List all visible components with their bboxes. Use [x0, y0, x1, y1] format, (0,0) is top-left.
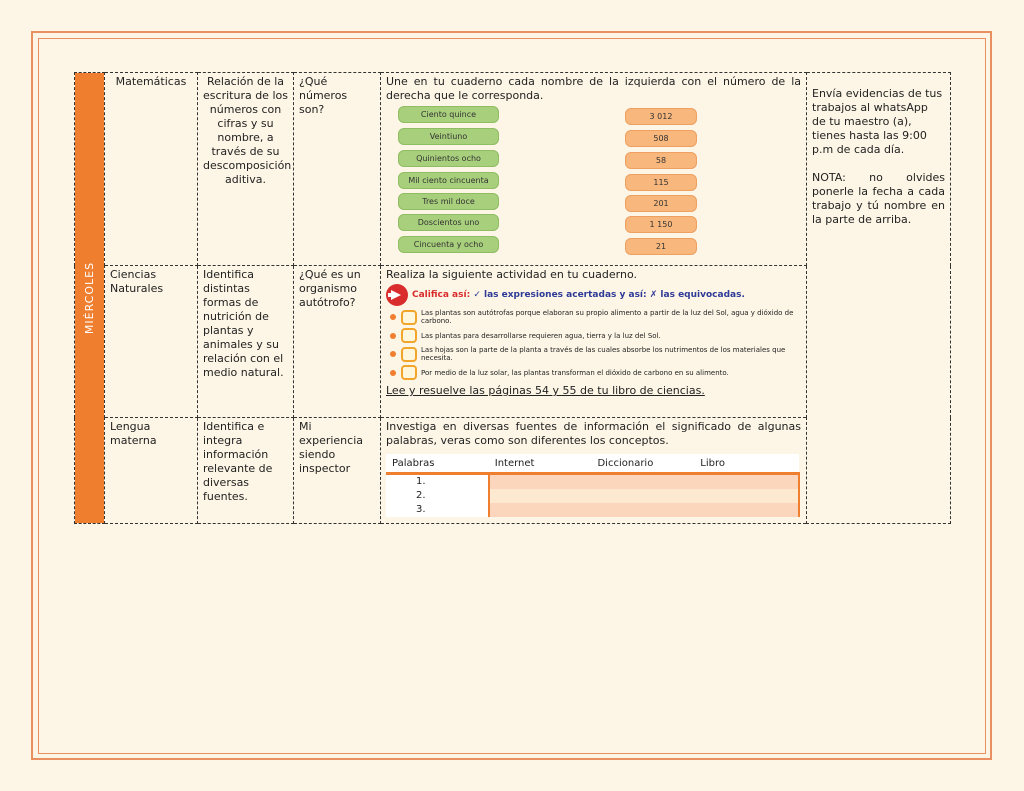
- bullet-icon: [390, 351, 396, 357]
- number-pill: 21: [625, 238, 697, 255]
- words-table-header: [386, 454, 799, 474]
- number-pill: 508: [625, 130, 697, 147]
- statement-item: Las plantas para desarrollarse requieren agua, tierra y la luz del Sol.: [390, 328, 801, 343]
- day-label: MIÉRCOLES: [82, 261, 96, 335]
- calif-rest: ✓ las expresiones acertadas y así: ✗ las equivocadas.: [473, 290, 745, 300]
- activity-footer: Lee y resuelve las páginas 54 y 55 de tu libro de ciencias.: [386, 384, 705, 397]
- activity-cell: [381, 418, 807, 524]
- day-column: [75, 73, 105, 524]
- answer-cell: [489, 474, 799, 490]
- number-pill: 58: [625, 152, 697, 169]
- arrow-icon: [386, 284, 408, 306]
- name-pill: Doscientos uno: [398, 214, 499, 231]
- header-cell: Palabras: [386, 454, 489, 474]
- topic-cell: ¿Qué números son?: [294, 73, 381, 266]
- table-row: 2.: [386, 489, 799, 503]
- activity-instructions: Investiga en diversas fuentes de información el significado de algunas palabras, veras como son diferentes los conceptos.: [386, 420, 801, 447]
- row-matematicas: [75, 73, 951, 266]
- words-table: [386, 454, 800, 517]
- activity-instructions: Une en tu cuaderno cada nombre de la izquierda con el número de la derecha que le corresponda.: [386, 75, 801, 102]
- subject-cell: Ciencias Naturales: [105, 266, 198, 418]
- subject-cell: Matemáticas: [105, 73, 198, 266]
- bullet-icon: [390, 370, 396, 376]
- grading-instructions: [386, 284, 801, 306]
- number-pill: 201: [625, 195, 697, 212]
- name-pill: Mil ciento cincuenta: [398, 172, 499, 189]
- header-cell: Internet: [489, 454, 592, 474]
- activity-cell: [381, 266, 807, 418]
- answer-cell: [489, 503, 799, 517]
- number-pill: 115: [625, 174, 697, 191]
- table-row: 1.: [386, 474, 799, 490]
- topic-cell: ¿Qué es un organismo autótrofo?: [294, 266, 381, 418]
- evidence-note: Envía evidencias de tus trabajos al whatsApp de tu maestro (a), tienes hasta las 9:00 p.m de cada día.: [812, 87, 943, 156]
- statement-item: Las plantas son autótrofas porque elaboran su propio alimento a partir de la luz del Sol, agua y dióxido de carbono.: [390, 309, 801, 325]
- notes-cell: [807, 73, 951, 524]
- number-pill: 3 012: [625, 108, 697, 125]
- answer-box: [401, 365, 417, 380]
- lesson-plan-table: [74, 72, 951, 524]
- statement-item: Las hojas son la parte de la planta a través de las cuales absorbe los nutrimentos de los materiales que necesita.: [390, 346, 801, 362]
- activity-cell: [381, 73, 807, 266]
- subject-cell: Lengua materna: [105, 418, 198, 524]
- name-pill: Quinientos ocho: [398, 150, 499, 167]
- name-pill: Ciento quince: [398, 106, 499, 123]
- header-cell: Diccionario: [591, 454, 694, 474]
- bullet-icon: [390, 333, 396, 339]
- answer-box: [401, 310, 417, 325]
- bullet-icon: [390, 314, 396, 320]
- number-pill: 1 150: [625, 216, 697, 233]
- learning-cell: Identifica distintas formas de nutrición de plantas y animales y su relación con el medio natural.: [198, 266, 294, 418]
- answer-box: [401, 328, 417, 343]
- learning-cell: Relación de la escritura de los números con cifras y su nombre, a través de su descomposición aditiva.: [198, 73, 294, 266]
- answer-cell: [489, 489, 799, 503]
- nota-note: NOTA: no olvides ponerle la fecha a cada trabajo y tú nombre en la parte de arriba.: [812, 171, 945, 226]
- topic-cell: Mi experiencia siendo inspector: [294, 418, 381, 524]
- answer-box: [401, 347, 417, 362]
- table-row: 3.: [386, 503, 799, 517]
- activity-instructions: Realiza la siguiente actividad en tu cuaderno.: [386, 268, 637, 281]
- learning-cell: Identifica e integra información relevante de diversas fuentes.: [198, 418, 294, 524]
- statement-item: Por medio de la luz solar, las plantas transforman el dióxido de carbono en su alimento.: [390, 365, 801, 380]
- name-pill: Veintiuno: [398, 128, 499, 145]
- matching-exercise: [386, 103, 801, 263]
- name-pill: Tres mil doce: [398, 193, 499, 210]
- calif-label: Califica así:: [412, 290, 471, 300]
- header-cell: Libro: [694, 454, 799, 474]
- name-pill: Cincuenta y ocho: [398, 236, 499, 253]
